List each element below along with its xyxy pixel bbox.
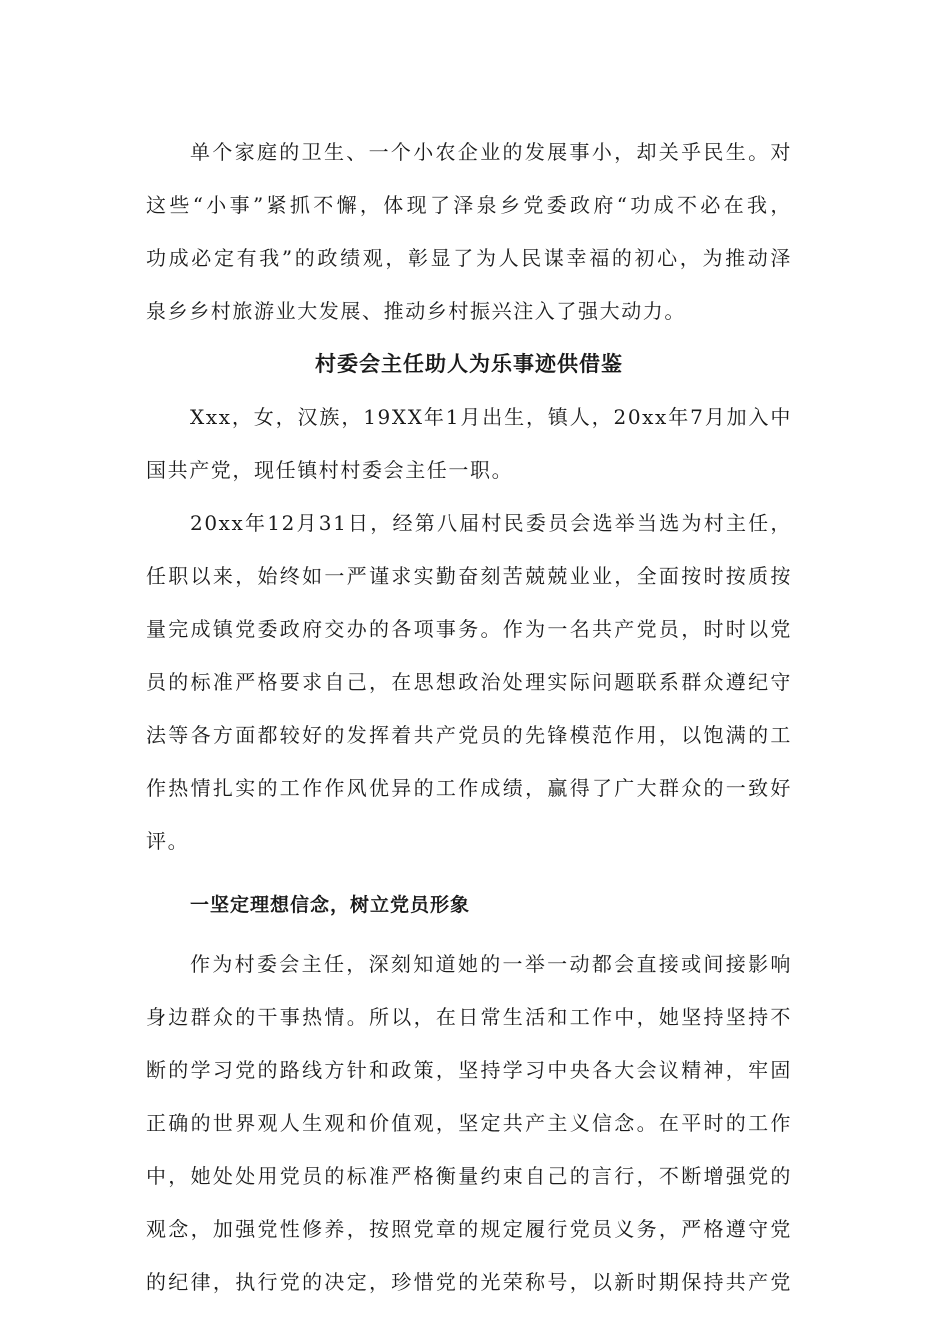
text-line: 泉乡乡村旅游业大发展、推动乡村振兴注入了强大动力。 bbox=[146, 299, 686, 323]
text-line: 中，她处处用党员的标准严格衡量约束自己的言行，不断增强党的 bbox=[146, 1164, 792, 1188]
section-spacer bbox=[146, 930, 792, 940]
paragraph bbox=[146, 128, 792, 340]
text-line: 任职以来，始终如一严谨求实勤奋刻苦兢兢业业，全面按时按质按 bbox=[146, 564, 792, 588]
text-line: 这些“小事”紧抓不懈，体现了泽泉乡党委政府“功成不必在我， bbox=[146, 193, 792, 217]
text-line: 的纪律，执行党的决定，珍惜党的光荣称号，以新时期保持共产党 bbox=[146, 1270, 792, 1294]
text-line: 评。 bbox=[146, 829, 190, 853]
text-line: Xxx，女，汉族，19XX年1月出生，镇人，20xx年7月加入中 bbox=[190, 405, 792, 429]
text-line: 法等各方面都较好的发挥着共产党员的先锋模范作用，以饱满的工 bbox=[146, 723, 792, 747]
text-line: 断的学习党的路线方针和政策，坚持学习中央各大会议精神，牢固 bbox=[146, 1058, 792, 1082]
text-line: 身边群众的干事热情。所以，在日常生活和工作中，她坚持坚持不 bbox=[146, 1005, 792, 1029]
text-line: 作热情扎实的工作作风优异的工作成绩，赢得了广大群众的一致好 bbox=[146, 776, 792, 800]
text-line: 单个家庭的卫生、一个小农企业的发展事小，却关乎民生。对 bbox=[190, 140, 792, 164]
document-body bbox=[146, 128, 792, 1311]
text-line: 20xx年12月31日，经第八届村民委员会选举当选为村主任， bbox=[190, 511, 792, 535]
text-line: 观念，加强党性修养，按照党章的规定履行党员义务，严格遵守党 bbox=[146, 1217, 792, 1241]
section-heading: 一坚定理想信念，树立党员形象 bbox=[190, 894, 471, 916]
text-line: 国共产党，现任镇村村委会主任一职。 bbox=[146, 458, 514, 482]
paragraph bbox=[146, 940, 792, 1311]
text-line: 员的标准严格要求自己，在思想政治处理实际问题联系群众遵纪守 bbox=[146, 670, 792, 694]
text-line: 正确的世界观人生观和价值观，坚定共产主义信念。在平时的工作 bbox=[146, 1111, 792, 1135]
article-title: 村委会主任助人为乐事迹供借鉴 bbox=[315, 352, 623, 376]
text-line: 作为村委会主任，深刻知道她的一举一动都会直接或间接影响 bbox=[190, 952, 792, 976]
paragraph bbox=[146, 393, 792, 499]
paragraph bbox=[146, 499, 792, 870]
text-line: 量完成镇党委政府交办的各项事务。作为一名共产党员，时时以党 bbox=[146, 617, 792, 641]
text-line: 功成必定有我”的政绩观，彰显了为人民谋幸福的初心，为推动泽 bbox=[146, 246, 792, 270]
